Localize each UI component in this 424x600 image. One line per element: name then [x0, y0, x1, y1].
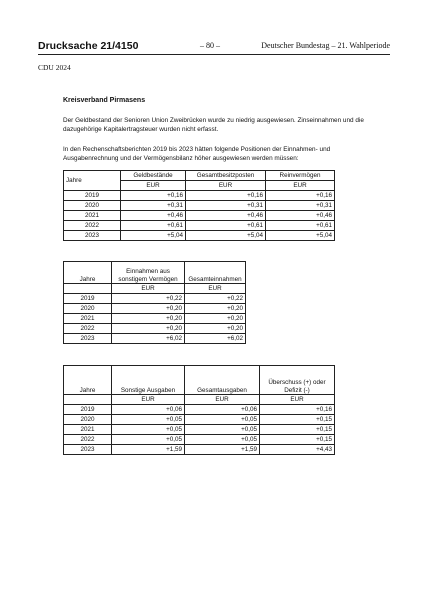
table-header-row [64, 171, 335, 181]
value-cell: +0,16 [260, 405, 335, 415]
value-cell: +0,46 [266, 211, 335, 221]
value-cell: +1,59 [112, 445, 185, 455]
value-cell: +0,20 [112, 314, 185, 324]
table-row [64, 294, 246, 304]
column-header: Jahre [64, 366, 112, 395]
value-cell: +0,22 [185, 294, 246, 304]
table-row [64, 405, 335, 415]
column-header: Sonstige Ausgaben [112, 366, 185, 395]
value-cell: +0,22 [112, 294, 185, 304]
table-row [64, 314, 246, 324]
year-cell: 2022 [64, 435, 112, 445]
year-cell: 2022 [64, 221, 121, 231]
unit-cell: EUR [185, 284, 246, 294]
table-assets [63, 170, 335, 241]
year-cell: 2022 [64, 324, 112, 334]
table-income [63, 261, 246, 344]
unit-cell: EUR [185, 395, 260, 405]
table-row [64, 425, 335, 435]
year-cell: 2023 [64, 445, 112, 455]
value-cell: +0,20 [112, 304, 185, 314]
value-cell: +0,06 [112, 405, 185, 415]
value-cell: +0,46 [121, 211, 186, 221]
value-cell: +0,61 [121, 221, 186, 231]
value-cell: +1,59 [185, 445, 260, 455]
value-cell: +0,46 [186, 211, 266, 221]
column-header: Jahre [64, 262, 112, 284]
unit-cell: EUR [266, 181, 335, 191]
page-header [38, 40, 390, 55]
value-cell: +0,05 [112, 435, 185, 445]
year-cell: 2019 [64, 405, 112, 415]
value-cell: +0,15 [260, 415, 335, 425]
unit-cell [64, 284, 112, 294]
value-cell: +0,05 [112, 415, 185, 425]
year-cell: 2021 [64, 425, 112, 435]
value-cell: +0,31 [121, 201, 186, 211]
table-row [64, 334, 246, 344]
value-cell: +0,20 [112, 324, 185, 334]
table-header-row [64, 366, 335, 395]
year-cell: 2020 [64, 304, 112, 314]
column-header: Gesamtausgaben [185, 366, 260, 395]
year-cell: 2021 [64, 211, 121, 221]
year-cell: 2023 [64, 231, 121, 241]
paragraph-correction: In den Rechenschaftsberichten 2019 bis 2023 hätten folgende Positionen der Einnahmen- und Ausgabenrechnung und der Vermögensbilanz höher ausgewiesen werden müssen: [63, 146, 331, 162]
column-header: Gesamteinnahmen [185, 262, 246, 284]
table-row [64, 415, 335, 425]
column-header: Überschuss (+) oder Defizit (-) [260, 366, 335, 395]
year-cell: 2020 [64, 201, 121, 211]
page-number: – 80 – [200, 41, 220, 50]
value-cell: +0,31 [186, 201, 266, 211]
year-cell: 2020 [64, 415, 112, 425]
unit-cell: EUR [121, 181, 186, 191]
table-row [64, 304, 246, 314]
paragraph-finding: Der Geldbestand der Senioren Union Zweibrücken wurde zu niedrig ausgewiesen. Zinseinnahmen und die dazugehörige Kapitalertragsteuer wurden nicht erfasst. [63, 117, 364, 133]
unit-cell: EUR [112, 395, 185, 405]
value-cell: +0,20 [185, 324, 246, 334]
table-row [64, 445, 335, 455]
table-row [64, 435, 335, 445]
unit-cell: EUR [260, 395, 335, 405]
unit-cell [64, 395, 112, 405]
table-unit-row [64, 395, 335, 405]
table-unit-row [64, 284, 246, 294]
table-expenses [63, 365, 335, 455]
value-cell: +5,04 [186, 231, 266, 241]
value-cell: +0,05 [112, 425, 185, 435]
value-cell: +0,05 [185, 425, 260, 435]
column-header: Reinvermögen [266, 171, 335, 181]
year-cell: 2019 [64, 191, 121, 201]
value-cell: +0,16 [186, 191, 266, 201]
column-header: Gesamtbesitzposten [186, 171, 266, 181]
value-cell: +5,04 [121, 231, 186, 241]
value-cell: +0,61 [186, 221, 266, 231]
table-row [64, 191, 335, 201]
year-cell: 2019 [64, 294, 112, 304]
value-cell: +0,16 [266, 191, 335, 201]
parliament-label: Deutscher Bundestag – 21. Wahlperiode [261, 41, 390, 50]
value-cell: +0,20 [185, 304, 246, 314]
section-title: Kreisverband Pirmasens [63, 97, 146, 104]
value-cell: +4,43 [260, 445, 335, 455]
unit-cell: EUR [186, 181, 266, 191]
table-row [64, 201, 335, 211]
value-cell: +0,06 [185, 405, 260, 415]
table-row [64, 324, 246, 334]
column-header: Geldbestände [121, 171, 186, 181]
value-cell: +6,02 [112, 334, 185, 344]
column-header: Jahre [64, 171, 121, 191]
column-header: Einnahmen aus sonstigem Vermögen [112, 262, 185, 284]
table-header-row [64, 262, 246, 284]
value-cell: +0,61 [266, 221, 335, 231]
table-row [64, 221, 335, 231]
unit-cell: EUR [112, 284, 185, 294]
table-row [64, 211, 335, 221]
value-cell: +0,31 [266, 201, 335, 211]
value-cell: +5,04 [266, 231, 335, 241]
party-year-label: CDU 2024 [38, 63, 71, 72]
table-row [64, 231, 335, 241]
year-cell: 2021 [64, 314, 112, 324]
value-cell: +0,16 [121, 191, 186, 201]
value-cell: +0,15 [260, 435, 335, 445]
value-cell: +0,20 [185, 314, 246, 324]
value-cell: +0,05 [185, 435, 260, 445]
document-number: Drucksache 21/4150 [38, 40, 139, 52]
value-cell: +0,15 [260, 425, 335, 435]
year-cell: 2023 [64, 334, 112, 344]
value-cell: +0,05 [185, 415, 260, 425]
value-cell: +6,02 [185, 334, 246, 344]
